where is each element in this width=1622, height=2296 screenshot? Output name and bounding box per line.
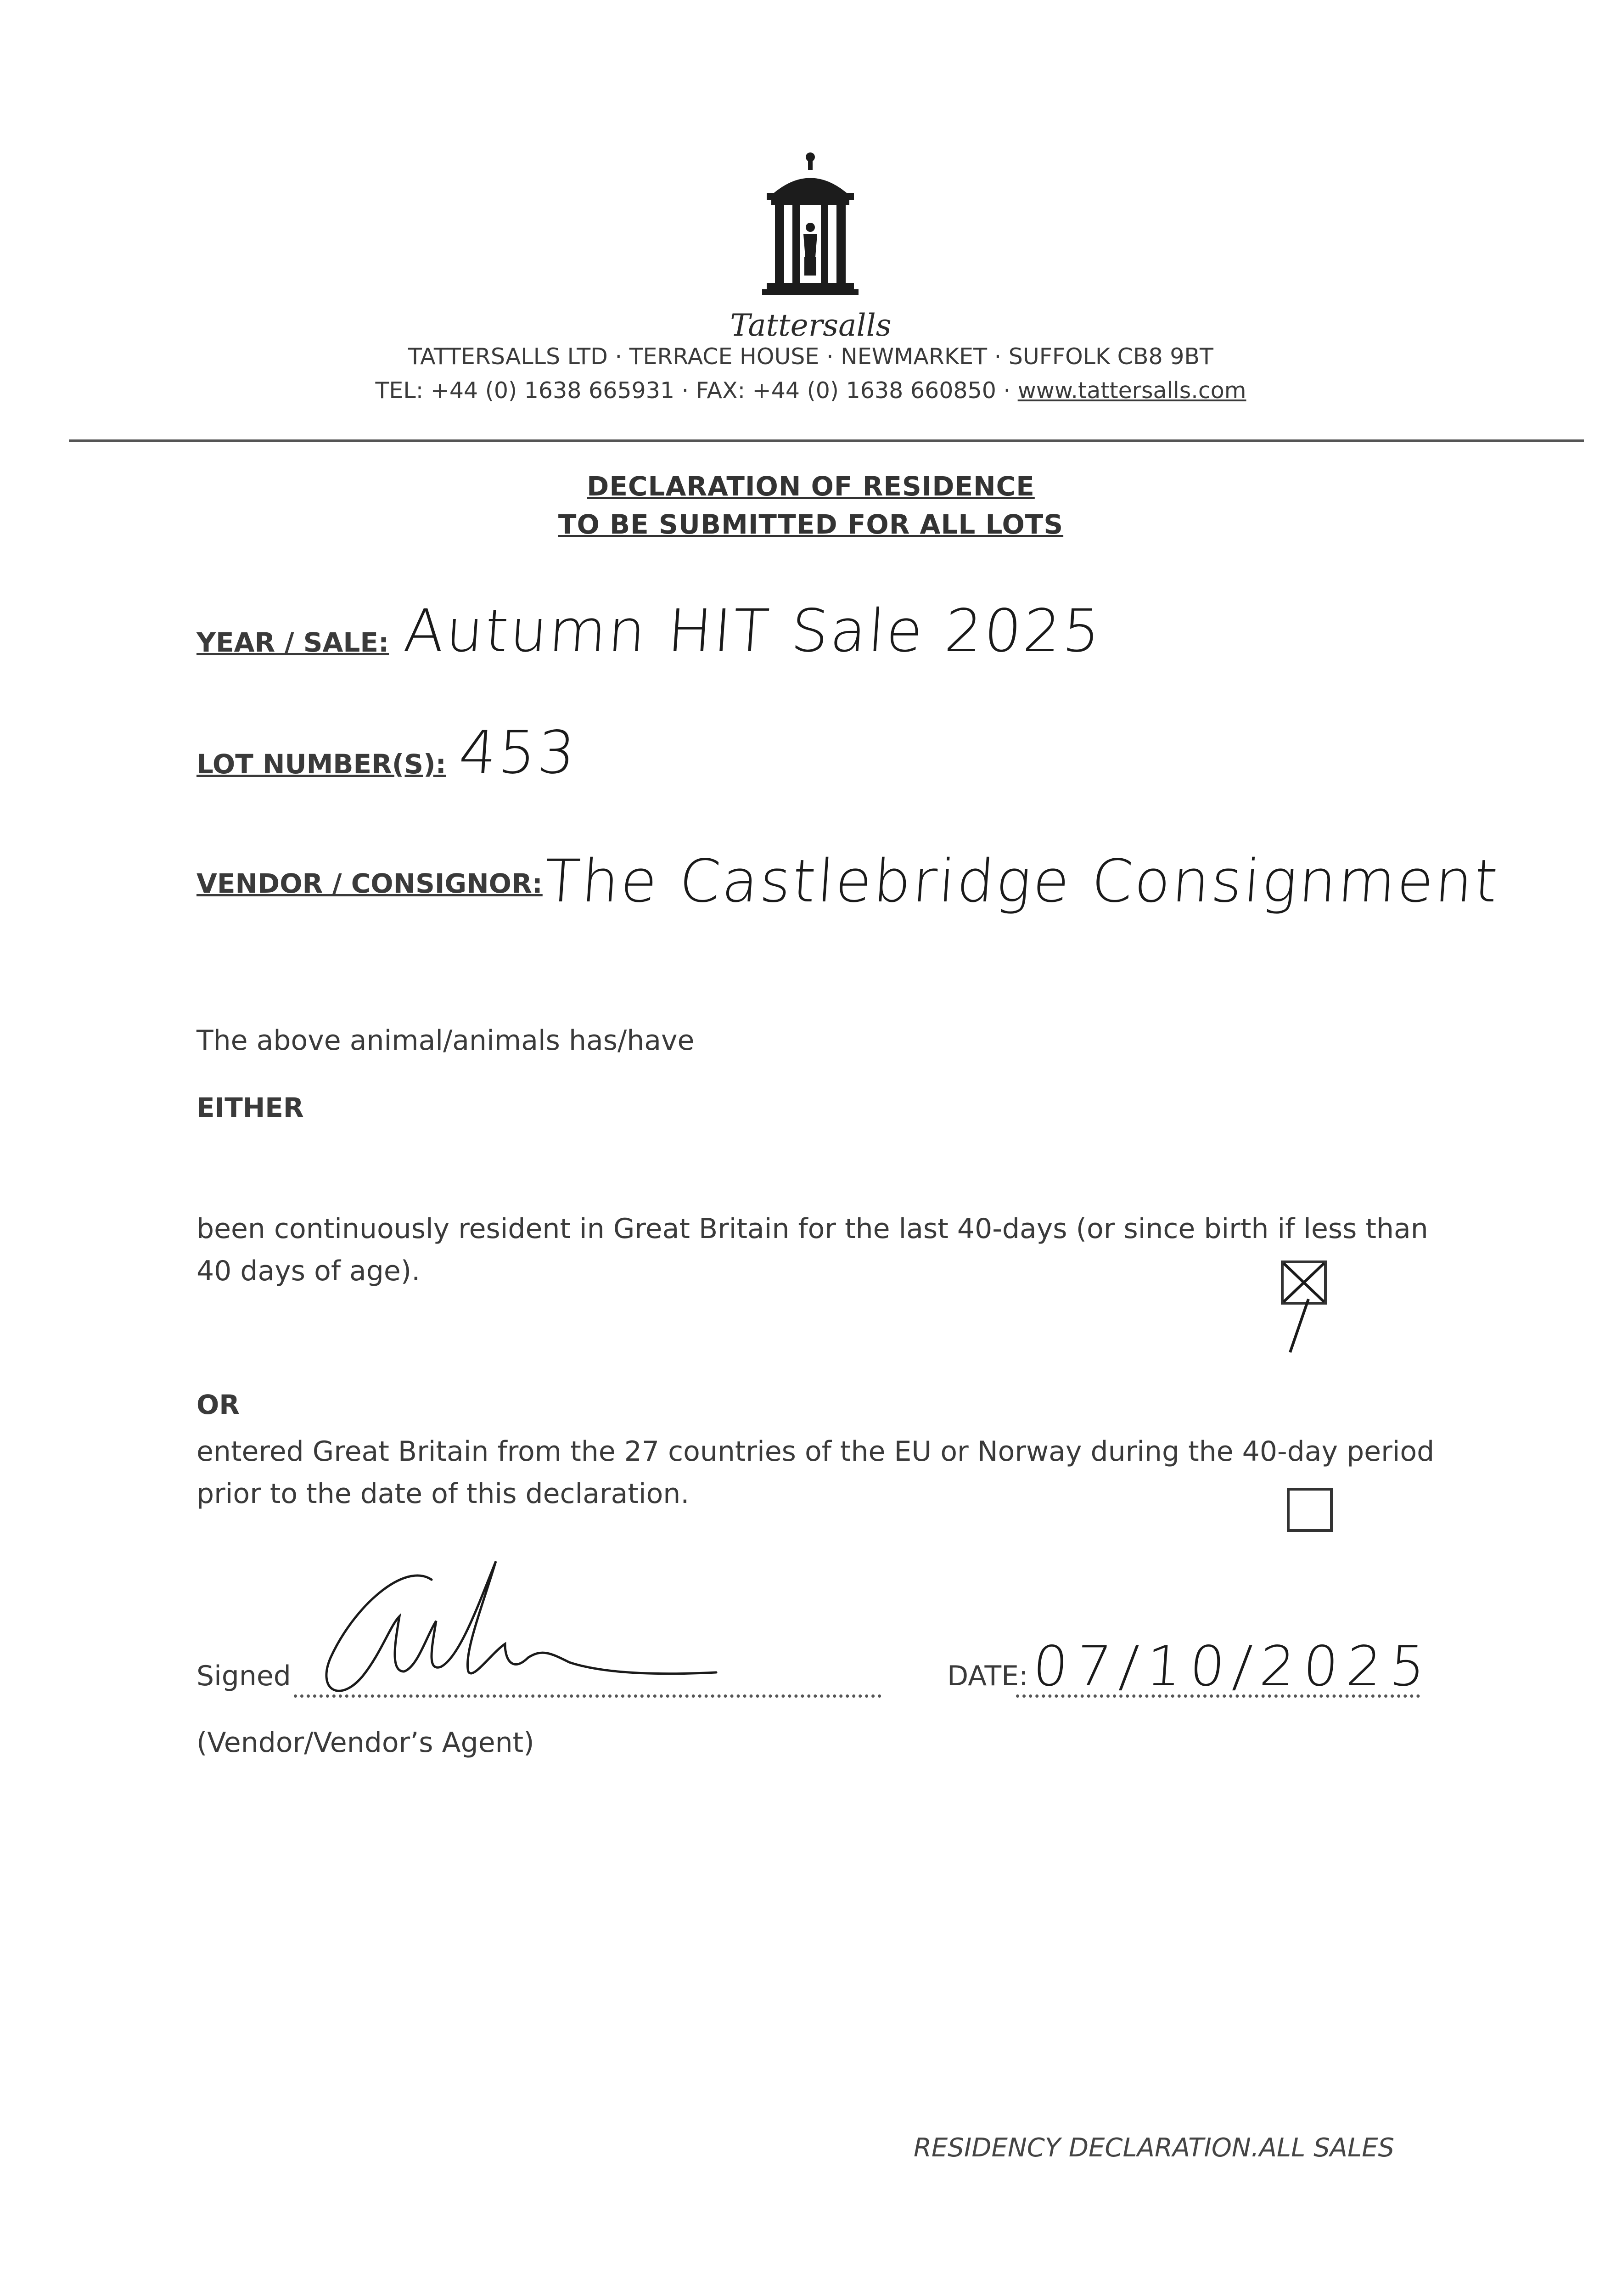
date-value[interactable]: 07/10/2025 (1031, 1635, 1436, 1699)
signature-scribble[interactable] (312, 1552, 725, 1717)
contact-numbers: TEL: +44 (0) 1638 665931 · FAX: +44 (0) 1638 660850 · (375, 377, 1018, 404)
option2-checkbox[interactable] (1287, 1488, 1333, 1532)
option1-checkbox[interactable] (1281, 1261, 1327, 1305)
header-divider (69, 439, 1584, 442)
vendor-value[interactable]: The Castlebridge Consignment (541, 847, 1502, 916)
form-identifier: RESIDENCY DECLARATION.ALL SALES (914, 2133, 1395, 2163)
check-x-icon (1281, 1261, 1327, 1305)
tattersalls-logo (753, 147, 868, 312)
either-heading: EITHER (196, 1092, 304, 1123)
year-sale-label: YEAR / SALE: (196, 627, 389, 658)
option1-text: been continuously resident in Great Britain for the last 40-days (or since birth if less than 40 days of age). (196, 1213, 1428, 1287)
signer-role: (Vendor/Vendor’s Agent) (196, 1727, 534, 1759)
lot-number-value[interactable]: 453 (456, 719, 579, 787)
option2-text: entered Great Britain from the 27 countries of the EU or Norway during the 40-day period prior to the date of this declaration. (196, 1435, 1435, 1510)
form-subtitle: TO BE SUBMITTED FOR ALL LOTS (558, 509, 1064, 540)
brand-name: Tattersalls (730, 308, 892, 343)
intro-text: The above animal/animals has/have (196, 1024, 695, 1057)
year-sale-value[interactable]: Autumn HIT Sale 2025 (401, 597, 1105, 665)
vendor-label: VENDOR / CONSIGNOR: (196, 868, 543, 899)
company-contact (260, 377, 1362, 404)
lot-number-label: LOT NUMBER(S): (196, 748, 446, 780)
date-label: DATE: (947, 1660, 1028, 1692)
company-address: TATTERSALLS LTD · TERRACE HOUSE · NEWMARKET · SUFFOLK CB8 9BT (408, 343, 1213, 370)
website-link[interactable]: www.tattersalls.com (1017, 377, 1246, 404)
form-title: DECLARATION OF RESIDENCE (587, 471, 1035, 502)
or-heading: OR (196, 1389, 240, 1420)
signed-label: Signed (196, 1660, 291, 1692)
